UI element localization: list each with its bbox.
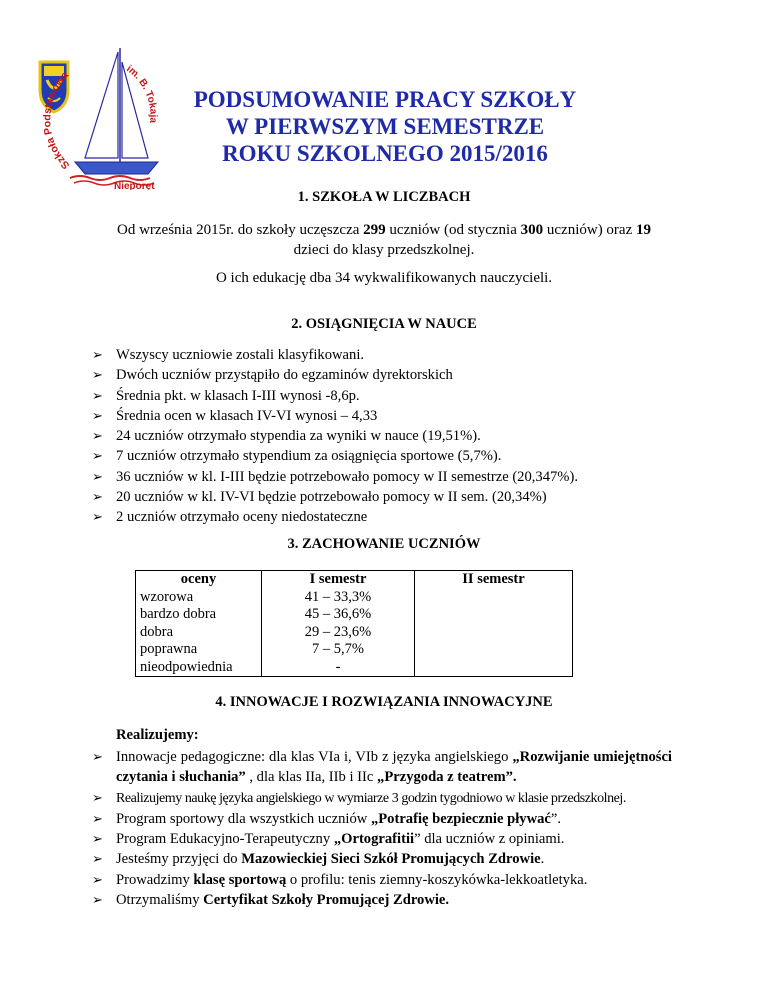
arrow-bullet-icon: ➢ xyxy=(92,448,103,464)
arrow-bullet-icon: ➢ xyxy=(92,851,103,867)
text-run: Innowacje pedagogiczne: dla klas VIa i, VIb z języka angielskiego xyxy=(116,749,513,765)
text-run: uczniów (od stycznia xyxy=(385,222,521,238)
title-line-2: W PIERWSZYM SEMESTRZE xyxy=(225,114,545,139)
list-item-text: 24 uczniów otrzymało stypendia za wyniki w nauce (19,51%). xyxy=(116,428,481,445)
text-run: o profilu: tenis ziemny-koszykówka-lekkoatletyka. xyxy=(286,871,588,888)
list-item xyxy=(92,345,578,365)
arrow-bullet-icon: ➢ xyxy=(92,892,103,908)
preschool-count: 19 xyxy=(636,222,651,238)
arrow-bullet-icon: ➢ xyxy=(92,810,103,826)
sem1-column xyxy=(262,571,415,677)
arrow-bullet-icon: ➢ xyxy=(92,509,103,525)
arrow-bullet-icon: ➢ xyxy=(92,489,103,505)
student-count: 299 xyxy=(363,222,386,238)
arrow-bullet-icon: ➢ xyxy=(92,871,103,887)
title-line-1: PODSUMOWANIE PRACY SZKOŁY xyxy=(193,87,577,112)
text-run: . xyxy=(540,851,545,868)
sem1-value: 41 – 33,3% xyxy=(304,588,372,605)
arrow-bullet-icon: ➢ xyxy=(92,347,103,362)
grade-label: bardzo dobra xyxy=(140,606,217,622)
list-item-text: 2 uczniów otrzymało oceny niedostateczne xyxy=(116,509,368,526)
list-item xyxy=(92,507,578,527)
section4-heading: 4. INNOWACJE I ROZWIĄZANIA INNOWACYJNE xyxy=(215,694,553,710)
list-item xyxy=(92,487,578,507)
grade-label: wzorowa xyxy=(140,588,194,605)
list-item-text: Dwóch uczniów przystąpiło do egzaminów dyrektorskich xyxy=(116,367,453,384)
list-item-text: Wszyscy uczniowie zostali klasyfikowani. xyxy=(116,347,365,363)
list-item xyxy=(92,890,672,910)
arrow-bullet-icon: ➢ xyxy=(92,428,103,444)
arrow-bullet-icon: ➢ xyxy=(92,749,103,764)
col3-header: II semestr xyxy=(462,571,525,587)
list-item xyxy=(92,849,672,869)
table-row xyxy=(136,571,573,677)
arrow-bullet-icon: ➢ xyxy=(92,789,103,805)
list-item xyxy=(92,365,578,385)
sem2-column xyxy=(415,571,573,677)
program-title: „Ortografitii xyxy=(333,831,415,848)
sailboat-logo-icon xyxy=(30,40,170,190)
text-run: ”. xyxy=(550,810,562,827)
sports-class: klasę sportową xyxy=(193,871,287,888)
sem1-value: 45 – 36,6% xyxy=(304,606,372,622)
list-item-text: 7 uczniów otrzymało stypendium za osiągnięcia sportowe (5,7%). xyxy=(116,448,502,465)
text-run: Program sportowy dla wszystkich uczniów xyxy=(116,810,371,827)
behavior-table xyxy=(135,570,573,677)
text-run: Od września 2015r. do szkoły uczęszcza xyxy=(116,222,364,238)
arrow-bullet-icon: ➢ xyxy=(92,407,103,423)
section1-paragraph xyxy=(90,220,678,260)
list-item xyxy=(92,386,578,406)
title-line-3: ROKU SZKOLNEGO 2015/2016 xyxy=(222,141,548,166)
list-item-text: Średnia pkt. w klasach I-III wynosi -8,6p. xyxy=(116,387,360,404)
teachers-paragraph: O ich edukację dba 34 wykwalifikowanych nauczycieli. xyxy=(215,270,553,286)
sem1-value: 29 – 23,6% xyxy=(304,623,372,640)
list-item-text: 36 uczniów w kl. I-III będzie potrzebowało pomocy w II semestrze (20,347%). xyxy=(116,468,578,485)
section1-heading: 1. SZKOŁA W LICZBACH xyxy=(297,189,471,205)
list-item xyxy=(92,788,672,809)
grade-label: nieodpowiednia xyxy=(140,658,233,675)
grade-label: dobra xyxy=(140,623,174,640)
section2-heading: 2. OSIĄGNIĘCIA W NAUCE xyxy=(291,316,477,332)
list-item xyxy=(92,829,672,849)
logo-patron-text: im. B. Tokaja xyxy=(124,63,159,124)
text-run: Prowadzimy xyxy=(116,871,194,888)
student-count-jan: 300 xyxy=(520,222,544,238)
school-logo xyxy=(30,40,170,190)
arrow-bullet-icon: ➢ xyxy=(92,468,103,484)
arrow-bullet-icon: ➢ xyxy=(92,387,103,403)
list-item-text: Realizujemy naukę języka angielskiego w wymiarze 3 godzin tygodniowo w klasie przedszkolnej. xyxy=(116,790,626,806)
text-run: dzieci do klasy przedszkolnej. xyxy=(293,242,475,258)
text-run: Program Edukacyjno-Terapeutyczny xyxy=(116,831,334,848)
certificate-name: Certyfikat Szkoły Promującej Zdrowie. xyxy=(203,892,450,909)
innovation-title: „Rozwijanie umiejętności czytania i słuchania” xyxy=(116,749,672,786)
list-item xyxy=(92,809,672,829)
arrow-bullet-icon: ➢ xyxy=(92,831,103,847)
achievements-list xyxy=(92,345,578,528)
grades-column xyxy=(136,571,262,677)
logo-town-text: Nieporęt xyxy=(114,181,155,190)
network-name: Mazowieckiej Sieci Szkół Promujących Zdrowie xyxy=(241,851,541,868)
list-item xyxy=(92,426,578,446)
list-item-text: Średnia ocen w klasach IV-VI wynosi – 4,33 xyxy=(116,407,378,424)
grade-label: poprawna xyxy=(140,641,198,657)
text-run: ” dla uczniów z opiniami. xyxy=(414,831,565,848)
text-run: Otrzymaliśmy xyxy=(116,892,204,909)
list-item xyxy=(92,446,578,466)
innovations-list xyxy=(92,747,672,910)
page-title xyxy=(170,86,600,167)
program-title: „Potrafię bezpiecznie pływać xyxy=(370,810,551,827)
logo-arc-text: Szkoła Podstawowa xyxy=(41,69,73,172)
sem1-value: 7 – 5,7% xyxy=(312,641,364,657)
text-run: Jesteśmy przyjęci do xyxy=(116,851,242,868)
list-item xyxy=(92,747,672,788)
arrow-bullet-icon: ➢ xyxy=(92,367,103,383)
list-item xyxy=(92,467,578,487)
sem1-value: - xyxy=(335,658,341,675)
list-item-text: 20 uczniów w kl. IV-VI będzie potrzebowało pomocy w II sem. (20,34%) xyxy=(116,489,547,506)
text-run: uczniów) oraz xyxy=(543,222,636,238)
col2-header: I semestr xyxy=(309,571,367,587)
text-run: , dla klas IIa, IIb i IIc xyxy=(245,769,378,786)
section3-heading: 3. ZACHOWANIE UCZNIÓW xyxy=(287,536,481,552)
innovation-title: „Przygoda z teatrem”. xyxy=(377,769,517,786)
realize-label: Realizujemy: xyxy=(116,727,199,743)
col1-header: oceny xyxy=(180,571,217,587)
list-item xyxy=(92,406,578,426)
list-item xyxy=(92,870,672,890)
